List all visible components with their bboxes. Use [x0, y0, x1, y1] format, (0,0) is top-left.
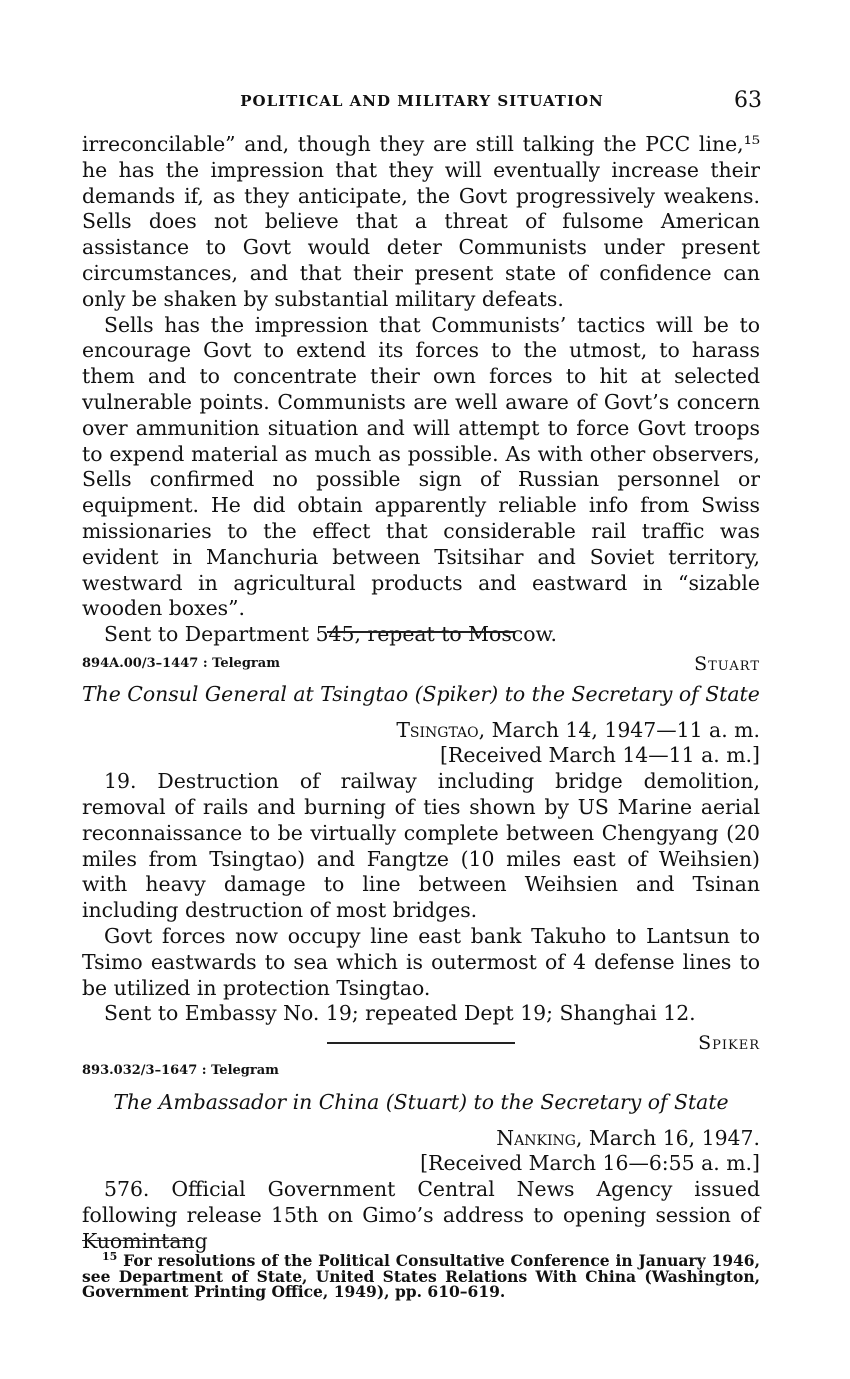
document-id: 893.032/3–1647 : Telegram — [82, 1063, 279, 1078]
received-line: [Received March 16—6:55 a. m.] — [420, 1151, 760, 1176]
body-paragraph: irreconcilable” and, though they are still talking the PCC line,¹⁵ he has the impression that they will eventually increase their demands if, as they anticipate, the Govt progressively weakens. Sells does not believe that a threat of fulsome American assistance to Govt would deter Communists under present circumstances, and that their present state of confidence can only be shaken by substantial military defeats. — [82, 132, 760, 311]
page-number: 63 — [734, 88, 762, 113]
body-paragraph: 19. Destruction of railway including bridge demolition, removal of rails and burning of ties shown by US Marine aerial reconnaissance to be virtually complete between Chengyang (20 miles from Tsingtao) and Fangtze (10 miles east of Weihsien) with heavy damage to line between Weihsien and Tsinan including destruction of most bridges. — [82, 769, 760, 923]
document-heading: The Ambassador in China (Stuart) to the Secretary of State — [113, 1089, 729, 1114]
telegram-tsingtao — [82, 631, 760, 1057]
section-divider — [327, 631, 515, 633]
document-id: 894A.00/3–1447 : Telegram — [82, 656, 280, 671]
footnote-marker: 15 — [102, 1249, 118, 1263]
telegram-545-continuation — [82, 132, 760, 678]
footnote-rule — [82, 1240, 194, 1241]
body-paragraph: Sent to Embassy No. 19; repeated Dept 19; Shanghai 12. — [104, 1001, 696, 1026]
running-title: POLITICAL AND MILITARY SITUATION — [240, 92, 604, 110]
body-paragraph: Sells has the impression that Communists’ tactics will be to encourage Govt to extend its forces to the utmost, to harass them and to concentrate their own forces to hit at selected vulnerable points. Communists are well aware of Govt’s concern over ammunition situation and will attempt to force Govt troops to expend material as much as possible. As with other observers, Sells confirmed no possible sign of Russian personnel or equipment. He did obtain apparently reliable info from Swiss missionaries to the effect that considerable rail traffic was evident in Manchuria between Tsitsihar and Soviet territory, westward in agricultural products and eastward in “sizable wooden boxes”. — [82, 312, 760, 621]
signature-spiker: Spiker — [698, 1032, 760, 1055]
dateline: Nanking, March 16, 1947. — [496, 1125, 760, 1150]
received-line: [Received March 14—11 a. m.] — [440, 743, 760, 768]
signature-stuart: Stuart — [694, 652, 760, 675]
body-paragraph: Govt forces now occupy line east bank Takuho to Lantsun to Tsimo eastwards to sea which is outermost of 4 defense lines to be utilized in protection Tsingtao. — [82, 923, 760, 1000]
running-header — [82, 88, 762, 112]
body-paragraph: 576. Official Government Central News Agency issued following release 15th on Gimo’s address to opening session of Kuomintang — [82, 1177, 760, 1253]
dateline: Tsingtao, March 14, 1947—11 a. m. — [396, 717, 760, 742]
footnote-15: $^{15}$ For resolutions of the Political Consultative Conference in January 1946, see Department of State, United States Relations With China (Washington, Government Printing Office, 1949), pp. 610–619. — [82, 1249, 760, 1301]
document-heading: The Consul General at Tsingtao (Spiker) to the Secretary of State — [82, 681, 760, 706]
section-divider — [327, 1042, 515, 1044]
body-paragraph: Sent to Department 545, repeat to Moscow. — [104, 622, 558, 647]
telegram-nanking — [82, 1042, 760, 1255]
footnotes — [82, 1240, 760, 1300]
